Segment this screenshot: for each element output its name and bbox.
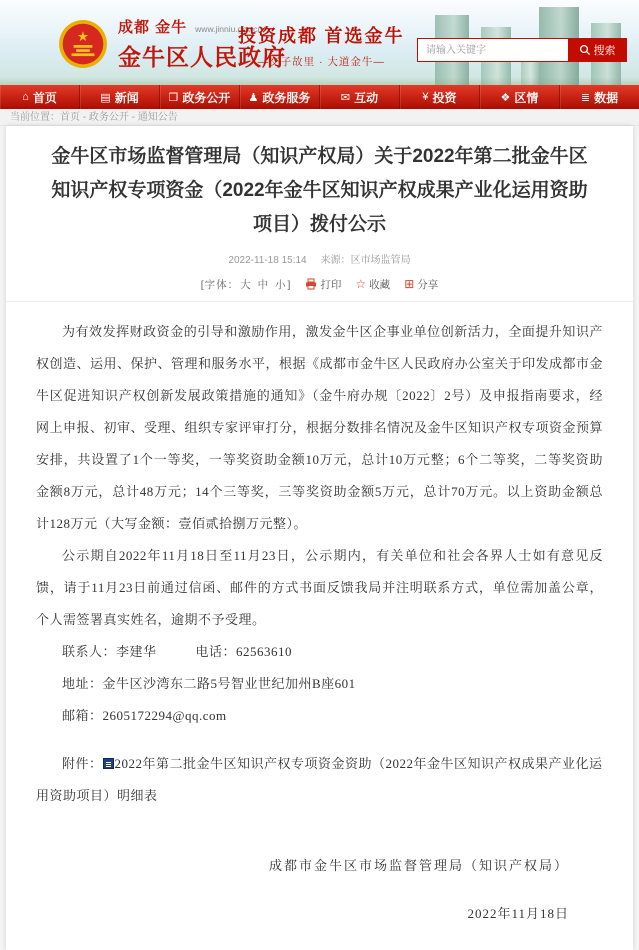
body-paragraph: 为有效发挥财政资金的引导和激励作用，激发金牛区企事业单位创新活力，全面提升知识产权创造、运用、保护、管理和服务水平，根据《成都市金牛区人民政府办公室关于印发成都市金牛区促进知识产权创新发展政策措施的通知》（金牛府办规〔2022〕2号）及申报指南要求，经网上申报、初审、受理、组织专家评审打分，根据分数排名情况及金牛区知识产权专项资金预算安排，共设置了1个一等奖，一等奖资助金额10万元，总计10万元整；6个二等奖，二等奖资助金额8万元，总计48万元；14个三等奖，三等奖资助金额5万元，总计70万元。以上资助金额总计128万元（大写金额：壹佰贰拾捌万元整）。: [36, 323, 604, 531]
contact-email: 邮箱：2605172294@qq.com: [62, 707, 227, 723]
nav-item-news[interactable]: [80, 85, 160, 109]
home-icon: ⌂: [22, 91, 29, 103]
slogan-line2: —交子故里 · 大道金牛—: [257, 56, 385, 68]
nav-item-label: 数据: [594, 90, 619, 105]
contact-line: [36, 636, 603, 668]
layers-icon: ❖: [500, 91, 511, 104]
nav-item-data[interactable]: [560, 85, 639, 109]
article-toolbar: [6, 277, 633, 292]
breadcrumb-path[interactable]: 首页 - 政务公开 - 通知公告: [60, 112, 178, 123]
nav-item-label: 新闻: [114, 90, 139, 105]
site-url: www.jinniu.gov.cn: [195, 24, 263, 34]
nav-item-district[interactable]: [480, 85, 560, 109]
doc-file-icon: [103, 758, 114, 769]
slogan-line1: 投资成都 首选金牛: [238, 26, 405, 46]
signature-org: 成都市金牛区市场监督管理局（知识产权局）: [268, 857, 569, 873]
site-name: 金牛区人民政府: [118, 44, 286, 70]
article-body: [6, 302, 633, 930]
contact-address: 地址：金牛区沙湾东二路5号智业世纪加州B座601: [62, 675, 356, 691]
person-icon: ♟: [248, 91, 259, 104]
search-button[interactable]: [568, 39, 626, 61]
font-size-control: [201, 277, 292, 292]
share-label: 分享: [417, 278, 439, 291]
search-box: [417, 38, 627, 62]
greenery-graphic: [0, 77, 639, 85]
nav-item-investment[interactable]: [400, 85, 480, 109]
logo-small-title: 成都 金牛: [118, 19, 188, 36]
nav-item-label: 互动: [354, 90, 379, 105]
nav-item-label: 投资: [432, 90, 457, 105]
nav-item-gov-info[interactable]: [160, 85, 240, 109]
share-icon: ⊞: [404, 277, 415, 292]
publish-date: 2022-11-18 15:14: [228, 254, 307, 266]
nav-item-label: 首页: [32, 90, 57, 105]
signature-block: [36, 850, 603, 930]
nav-item-label: 区情: [514, 90, 539, 105]
mail-icon: ✉: [340, 91, 351, 104]
search-icon: [579, 44, 591, 56]
article-source: 来源：区市场监管局: [320, 254, 411, 266]
favorite-button[interactable]: [355, 277, 390, 292]
share-button[interactable]: [404, 277, 438, 292]
printer-icon: [305, 278, 317, 290]
nav-item-gov-service[interactable]: [240, 85, 320, 109]
coins-icon: ¥: [422, 91, 429, 103]
font-sizer-suffix: ]: [287, 278, 292, 291]
signature-date: 2022年11月18日: [467, 905, 569, 921]
news-icon: ▤: [100, 91, 111, 104]
nav-item-interaction[interactable]: [320, 85, 400, 109]
nav-item-label: 政务公开: [182, 90, 231, 105]
national-emblem-icon: [58, 19, 108, 69]
main-nav: [0, 85, 639, 109]
nav-item-label: 政务服务: [262, 90, 311, 105]
font-size-large-button[interactable]: 大: [240, 278, 252, 291]
attachment-link[interactable]: 2022年第二批金牛区知识产权专项资金资助（2022年金牛区知识产权成果产业化运用资助项目）明细表: [36, 755, 603, 803]
breadcrumb-prefix: 当前位置：: [10, 112, 60, 123]
print-button[interactable]: [305, 277, 341, 292]
body-paragraph: 公示期自2022年11月18日至11月23日，公示期内，有关单位和社会各界人士如有意见反馈，请于11月23日前通过信函、邮件的方式书面反馈我局并注明联系方式，单位需加盖公章，个人需签署真实姓名，逾期不予受理。: [36, 547, 603, 627]
favorite-label: 收藏: [369, 278, 391, 291]
contact-person: 联系人：李建华: [62, 643, 157, 659]
data-icon: ≣: [580, 91, 591, 104]
page-title: 金牛区市场监督管理局（知识产权局）关于2022年第二批金牛区知识产权专项资金（2022年金牛区知识产权成果产业化运用资助项目）拨付公示: [51, 146, 588, 236]
header-slogan: [238, 22, 405, 69]
nav-item-home[interactable]: [0, 85, 80, 109]
article-card: [6, 126, 633, 950]
site-header: [0, 0, 639, 85]
article-meta: [6, 251, 633, 266]
svg-text:★: ★: [76, 28, 90, 44]
documents-icon: ❐: [168, 91, 179, 104]
attachment-prefix: 附件：: [62, 755, 103, 771]
font-size-small-button[interactable]: 小: [275, 278, 287, 291]
contact-phone: 电话：62563610: [195, 643, 293, 659]
search-button-label: 搜索: [593, 45, 616, 57]
font-sizer-prefix: [字体：: [200, 278, 240, 291]
font-size-medium-button[interactable]: 中: [257, 278, 270, 291]
star-icon: ☆: [355, 277, 367, 292]
print-label: 打印: [320, 278, 342, 291]
breadcrumb: [0, 109, 639, 126]
search-input[interactable]: [418, 39, 568, 61]
